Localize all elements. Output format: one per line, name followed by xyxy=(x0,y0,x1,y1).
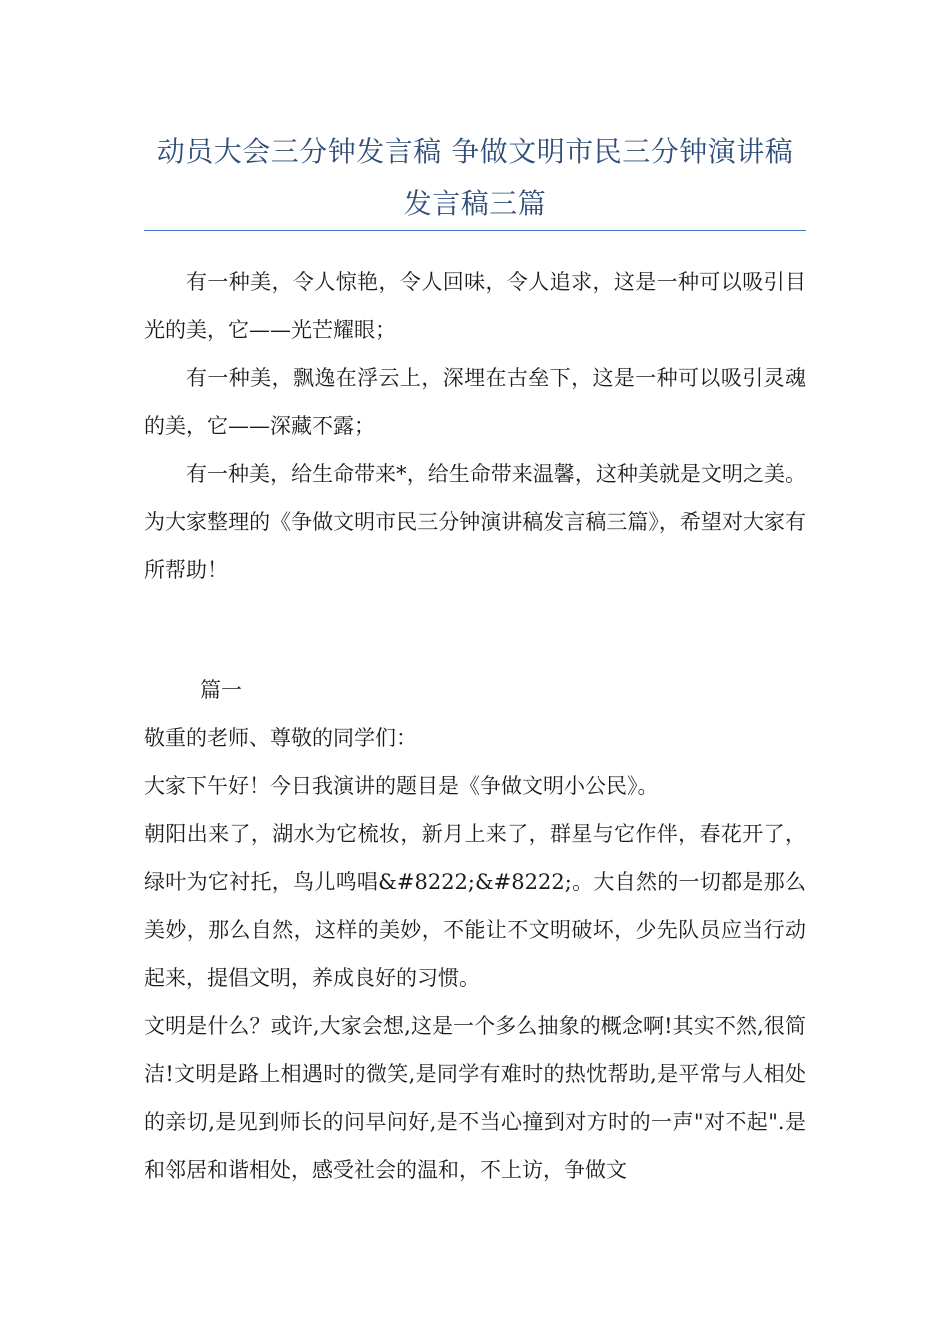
section-heading: 篇一 xyxy=(200,678,242,702)
civility-paragraph: 文明是什么？或许,大家会想,这是一个多么抽象的概念啊!其实不然,很简洁!文明是路上相遇时的微笑,是同学有难时的热忱帮助,是平常与人相处的亲切,是见到师长的问早问好,是不当心撞到对方时的一声"对不起".是和邻居和谐相处，感受社会的温和，不上访，争做文 xyxy=(144,1014,806,1182)
title-underline xyxy=(144,230,806,231)
document-body xyxy=(144,258,806,1194)
intro-paragraph-2: 有一种美，飘逸在浮云上，深埋在古垒下，这是一种可以吸引灵魂的美，它——深藏不露； xyxy=(144,366,806,438)
greeting-paragraph: 大家下午好！今日我演讲的题目是《争做文明小公民》。 xyxy=(144,774,659,798)
document-title xyxy=(144,126,806,230)
salutation: 敬重的老师、尊敬的同学们： xyxy=(144,726,417,750)
section-spacer xyxy=(144,594,806,666)
intro-paragraph-1: 有一种美，令人惊艳，令人回味，令人追求，这是一种可以吸引目光的美，它——光芒耀眼； xyxy=(144,270,806,342)
nature-paragraph: 朝阳出来了，湖水为它梳妆，新月上来了，群星与它作伴，春花开了，绿叶为它衬托，鸟儿鸣唱&#8222;&#8222;。大自然的一切都是那么美妙，那么自然，这样的美妙，不能让不文明破坏，少先队员应当行动起来，提倡文明，养成良好的习惯。 xyxy=(144,822,806,990)
intro-paragraph-3: 有一种美，给生命带来*，给生命带来温馨，这种美就是文明之美。为大家整理的《争做文明市民三分钟演讲稿发言稿三篇》，希望对大家有所帮助！ xyxy=(144,462,806,582)
title-line-2: 发言稿三篇 xyxy=(403,187,547,220)
title-line-1: 动员大会三分钟发言稿 争做文明市民三分钟演讲稿 xyxy=(156,135,794,168)
